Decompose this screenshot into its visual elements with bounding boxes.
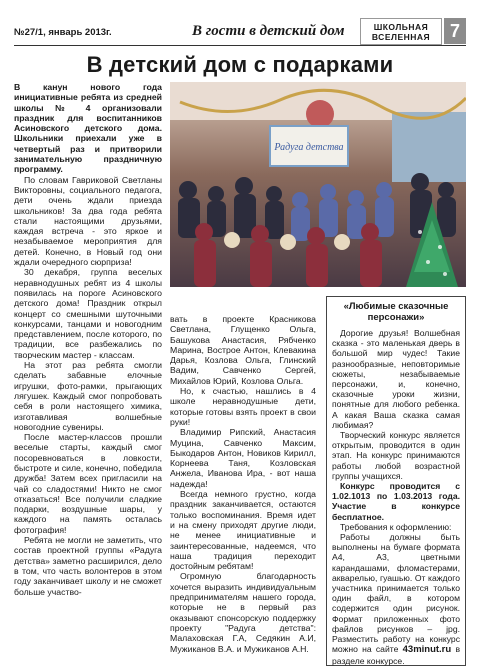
contest-announcement-box	[326, 296, 466, 666]
article-column-1	[14, 82, 162, 597]
newspaper-logo	[360, 18, 442, 45]
contest-title: «Любимые сказочные персонажи»	[343, 301, 449, 323]
contest-requirements: Работы должны быть выполнены на бумаге формата А4, А3, цветными карандашами, фломастерами, акварелью, гуашью. От каждого участника принимается только один файл, в котором содержится один рисунок. Формат приложенных фото файлов рисунков – jpg. Разместить работу на конкурс можно на сайте	[332, 532, 460, 655]
article-paragraph: По словам Гавриковой Светланы Викторовны, социального педагога, дети очень ждали приезда школьников! За два года ребята стали настоящими друзьями, каждая встреча - это яркое и незабываемое мероприятия для детей. Конечно, в Новый год они ждали очередного сюрприза!	[14, 174, 162, 268]
article-paragraph: Огромную благодарность хочется выразить индивидуальным предпринимателям нашего города, которые не в первый раз оказывают спонсорскую поддержку проекту "Радуга детства": Малаховская Г.А, Седякин А.И, Мужиканов В.А. и Мужиканов А.Н.	[170, 571, 316, 654]
group-photo-illustration	[170, 82, 466, 287]
article-paragraph: После мастер-классов прошли веселые старты, каждый смог посоревноваться в ловкости, быстроте и силе, конечно, победила дружба! Затем всех пригласили на чай со сладостями! Никто не смог отказаться! Все получили сладкие подарки, воздушные шары, у каждого на память осталась фотография!	[14, 432, 162, 535]
logo-line-1: ШКОЛЬНАЯ	[373, 22, 429, 32]
contest-paragraph	[332, 532, 460, 666]
article-paragraph: Но, к счастью, нашлись в 4 школе неравнодушные дети, которые готовы взять проект в свои руки!	[170, 386, 316, 427]
issue-number: №27/1, январь 2013г.	[14, 27, 112, 38]
section-rubric: В гости в детский дом	[192, 23, 345, 39]
page-header	[14, 18, 466, 46]
article-lead: В канун нового года инициативные ребята из средней школы № 4 организовали праздник для воспитанников Асиновского детского дома. Школьники приехали уже в четвертый раз и притворили занимательную праздничную программу.	[14, 82, 162, 175]
contest-site-link[interactable]: 43minut.ru	[402, 644, 452, 656]
photo-sign-text: Радуга детства	[274, 142, 344, 153]
article-paragraph: На этот раз ребята смогли сделать забавные елочные игрушки, фото-рамки, прыгающих лягушек. Каждый смог попробовать себя в роли настоящего химика, изготавливая волшебные новогодние сувениры.	[14, 360, 162, 432]
page-number: 7	[444, 18, 466, 44]
logo-line-2: ВСЕЛЕННАЯ	[371, 32, 431, 42]
contest-dates: Конкурс проводится с 1.02.1013 по 1.03.2013 года. Участие в конкурсе бесплатное.	[332, 481, 460, 522]
contest-paragraph: Творческий конкурс является открытым, проводится в один этап. На конкурс принимаются работы любой возрастной группы учащихся.	[332, 430, 460, 481]
article-title: В детский дом с подарками	[86, 52, 394, 77]
article-paragraph: вать в проекте Красникова Светлана, Глущенко Ольга, Башукова Анастасия, Рябченко Марина, Вострое Антон, Клевакина Дарья, Козлова Ольга, Глинский Вадим, Савченко Сергей, Михайлов Юрий, Козлова Ольга.	[170, 314, 316, 386]
contest-requirements-tail: в разделе конкурсе.	[332, 644, 461, 666]
group-photo	[170, 82, 466, 287]
article-paragraph: 30 декабря, группа веселых неравнодушных ребят из 4 школы появилась на пороге Асиновского детского дома! Праздник открыл концерт со смешными шуточными конкурсами, танцами и новогодним представлением, после которого, по традиции, все разбежались по творческим мастер - классам.	[14, 267, 162, 360]
article-paragraph: Ребята не могли не заметить, что состав проектной группы «Радуга детства» заметно расширился, дело в том, что часть волонтеров в этом году заканчивает школу и не сможет больше участво-	[14, 535, 162, 597]
contest-requirements-heading: Требования к оформлению:	[340, 521, 452, 532]
article-paragraph: Владимир Рипский, Анастасия Муцина, Савченко Максим, Быкодаров Антон, Новиков Кирилл, Корнеева Таня, Козловская Анжела, Иванова Ира, - вот наша надежда!	[170, 427, 316, 489]
article-column-2	[170, 314, 316, 654]
article-paragraph: Всегда немного грустно, когда праздник заканчивается, остаются только воспоминания. Время идет и на смену приходят другие люди, не менее инициативные и заинтересованные, надеемся, что наша традиция переходит достойным ребятам!	[170, 489, 316, 572]
contest-paragraph: Дорогие друзья! Волшебная сказка - это маленькая дверь в большой мир чудес! Такие разнообразные, неповторимые сюжеты, незабываемые персонажи, и, конечно, сказочные уроки жизни, понятные для любого ребенка. А какая Ваша сказка самая любимая?	[332, 328, 460, 430]
